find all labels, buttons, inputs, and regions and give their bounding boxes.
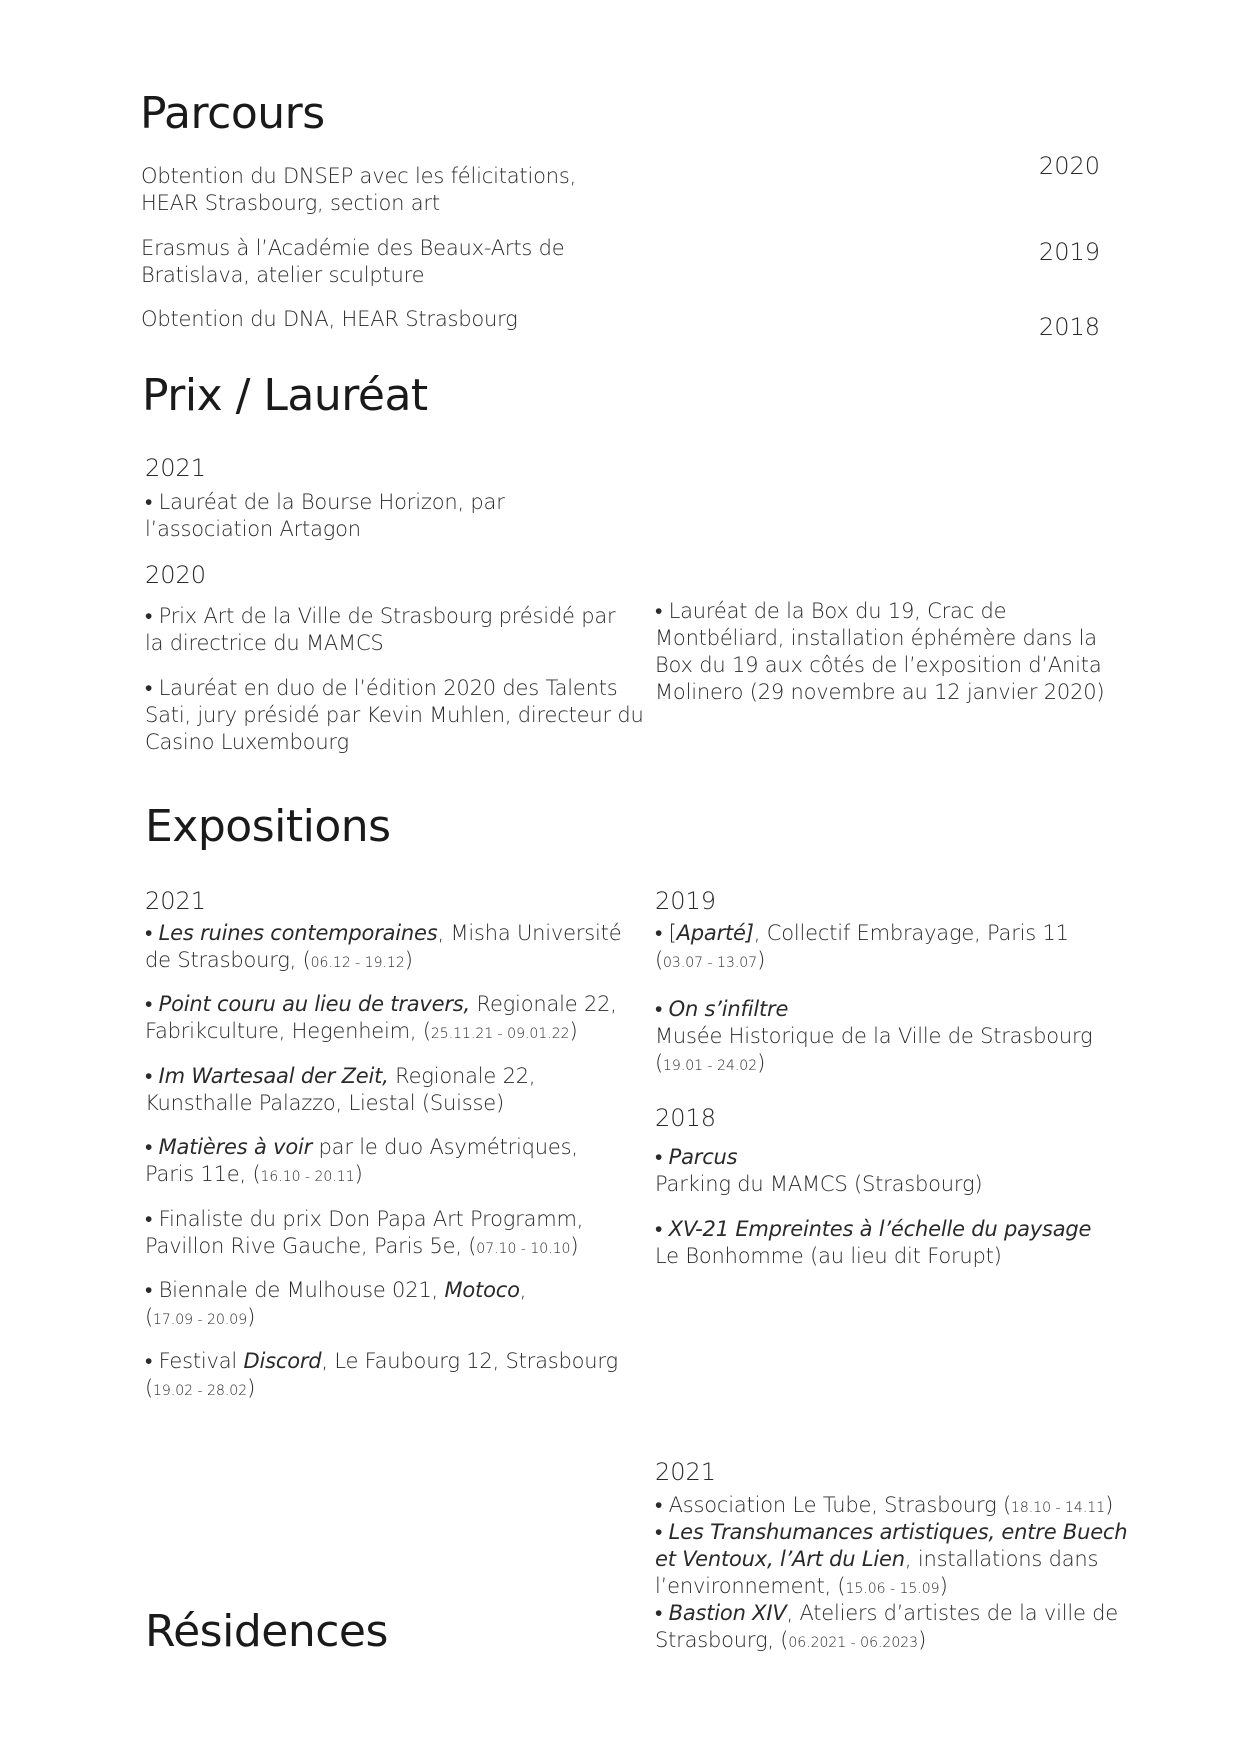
exposition-r1-dates: 03.07 - 13.07 xyxy=(663,955,758,971)
parcours-heading: Parcours xyxy=(140,88,325,139)
exposition-item-1: • Les ruines contemporaines, Misha Université de Strasbourg, (06.12 - 19.12) xyxy=(145,921,622,972)
parcours-entry-3-year: 2018 xyxy=(1038,313,1100,341)
parcours-entry-3-line1: Obtention du DNA, HEAR Strasbourg xyxy=(141,307,518,331)
exposition-7-dates: 19.02 - 28.02 xyxy=(153,1383,248,1399)
prix-item-2020-1-line1: • Prix Art de la Ville de Strasbourg présidé par xyxy=(145,604,616,628)
exposition-4-dates: 16.10 - 20.11 xyxy=(260,1169,355,1185)
prix-item-2021 xyxy=(145,489,665,543)
expositions-year-2019: 2019 xyxy=(655,887,717,915)
parcours-entry-1-year: 2020 xyxy=(1038,152,1100,180)
expositions-heading: Expositions xyxy=(145,801,391,852)
parcours-entry-1-line1: Obtention du DNSEP avec les félicitations, xyxy=(141,164,577,188)
exposition-5-dates: 07.10 - 10.10 xyxy=(476,1241,571,1257)
exposition-right-item-3: • Parcus Parking du MAMCS (Strasbourg) xyxy=(655,1145,983,1196)
parcours-entry-2 xyxy=(141,235,761,289)
prix-item-2020-3-line2: Montbéliard, installation éphémère dans la xyxy=(655,626,1097,650)
prix-item-2021-line2: l’association Artagon xyxy=(145,517,361,541)
prix-item-2020-2-line2: Sati, jury présidé par Kevin Muhlen, directeur du xyxy=(145,703,644,727)
residences-heading: Résidences xyxy=(145,1606,388,1657)
prix-item-2020-3 xyxy=(655,598,1195,706)
exposition-6-title: Motoco xyxy=(444,1278,520,1302)
exposition-2-title: Point couru au lieu de travers, xyxy=(158,992,471,1016)
exposition-item-2: • Point couru au lieu de travers, Regionale 22, Fabrikculture, Hegenheim, (25.11.21 - 09.01.22) xyxy=(145,992,617,1043)
parcours-entry-3 xyxy=(141,306,761,333)
expositions-year-2018: 2018 xyxy=(655,1104,717,1132)
exposition-7-title: Discord xyxy=(243,1349,322,1373)
exposition-r4-title: XV-21 Empreintes à l’échelle du paysage xyxy=(668,1217,1092,1241)
prix-item-2020-2 xyxy=(145,675,665,756)
exposition-1-dates: 06.12 - 19.12 xyxy=(310,955,405,971)
exposition-r2-title: On s’infiltre xyxy=(668,997,789,1021)
exposition-item-5: • Finaliste du prix Don Papa Art Programm, Pavillon Rive Gauche, Paris 5e, (07.10 - 10.10) xyxy=(145,1207,584,1258)
prix-item-2021-line1: • Lauréat de la Bourse Horizon, par xyxy=(145,490,505,514)
prix-item-2020-1-line2: la directrice du MAMCS xyxy=(145,631,384,655)
residence-3-title: Bastion XIV xyxy=(668,1601,787,1625)
exposition-item-7: • Festival Discord, Le Faubourg 12, Strasbourg (19.02 - 28.02) xyxy=(145,1349,618,1400)
residence-1-dates: 18.10 - 14.11 xyxy=(1010,1500,1106,1516)
exposition-right-item-4: • XV-21 Empreintes à l’échelle du paysage Le Bonhomme (au lieu dit Forupt) xyxy=(655,1217,1092,1268)
residence-3-dates: 06.2021 - 06.2023 xyxy=(788,1635,919,1651)
exposition-4-title: Matières à voir xyxy=(158,1135,313,1159)
exposition-item-4: • Matières à voir par le duo Asymétriques, Paris 11e, (16.10 - 20.11) xyxy=(145,1135,578,1186)
prix-heading: Prix / Lauréat xyxy=(142,370,428,421)
exposition-6-dates: 17.09 - 20.09 xyxy=(153,1312,248,1328)
prix-item-2020-2-line1: • Lauréat en duo de l’édition 2020 des Talents xyxy=(145,676,618,700)
parcours-entry-2-line1: Erasmus à l’Académie des Beaux-Arts de xyxy=(141,236,565,260)
exposition-right-item-1: • [Aparté], Collectif Embrayage, Paris 11 (03.07 - 13.07) xyxy=(655,921,1069,972)
parcours-entry-1 xyxy=(141,163,761,217)
parcours-entry-2-year: 2019 xyxy=(1038,238,1100,266)
prix-year-2021: 2021 xyxy=(145,454,207,482)
exposition-r2-dates: 19.01 - 24.02 xyxy=(663,1058,758,1074)
exposition-3-title: Im Wartesaal der Zeit, xyxy=(158,1064,389,1088)
exposition-right-item-2: • On s’infiltre Musée Historique de la Ville de Strasbourg (19.01 - 24.02) xyxy=(655,997,1093,1075)
exposition-item-6: • Biennale de Mulhouse 021, Motoco, (17.09 - 20.09) xyxy=(145,1278,527,1329)
expositions-year-2021: 2021 xyxy=(145,887,207,915)
exposition-2-dates: 25.11.21 - 09.01.22 xyxy=(430,1026,570,1042)
residence-2-title-b: et Ventoux, l’Art du Lien xyxy=(655,1547,905,1571)
parcours-entry-2-line2: Bratislava, atelier sculpture xyxy=(141,263,425,287)
residence-2-title-a: Les Transhumances artistiques, entre Buech xyxy=(668,1520,1128,1544)
prix-item-2020-3-line4: Molinero (29 novembre au 12 janvier 2020) xyxy=(655,680,1105,704)
prix-item-2020-2-line3: Casino Luxembourg xyxy=(145,730,349,754)
exposition-1-title: Les ruines contemporaines xyxy=(158,921,438,945)
prix-item-2020-3-line1: • Lauréat de la Box du 19, Crac de xyxy=(655,599,1007,623)
residences-year-2021: 2021 xyxy=(655,1458,717,1486)
parcours-entry-1-line2: HEAR Strasbourg, section art xyxy=(141,191,440,215)
prix-year-2020: 2020 xyxy=(145,561,207,589)
exposition-r1-title: Aparté] xyxy=(676,921,754,945)
residence-item-3: • Bastion XIV, Ateliers d’artistes de la ville de Strasbourg, (06.2021 - 06.2023) xyxy=(655,1601,1119,1652)
residence-item-2: • Les Transhumances artistiques, entre Buech et Ventoux, l’Art du Lien, installations dans l’environnement, (15.06 - 15.09) xyxy=(655,1520,1128,1598)
residence-2-dates: 15.06 - 15.09 xyxy=(845,1581,940,1597)
exposition-r3-title: Parcus xyxy=(668,1145,738,1169)
prix-item-2020-1 xyxy=(145,603,665,657)
residence-item-1: • Association Le Tube, Strasbourg (18.10 - 14.11) xyxy=(655,1493,1114,1517)
exposition-item-3: • Im Wartesaal der Zeit, Regionale 22, Kunsthalle Palazzo, Liestal (Suisse) xyxy=(145,1064,536,1115)
prix-item-2020-3-line3: Box du 19 aux côtés de l’exposition d’Anita xyxy=(655,653,1102,677)
